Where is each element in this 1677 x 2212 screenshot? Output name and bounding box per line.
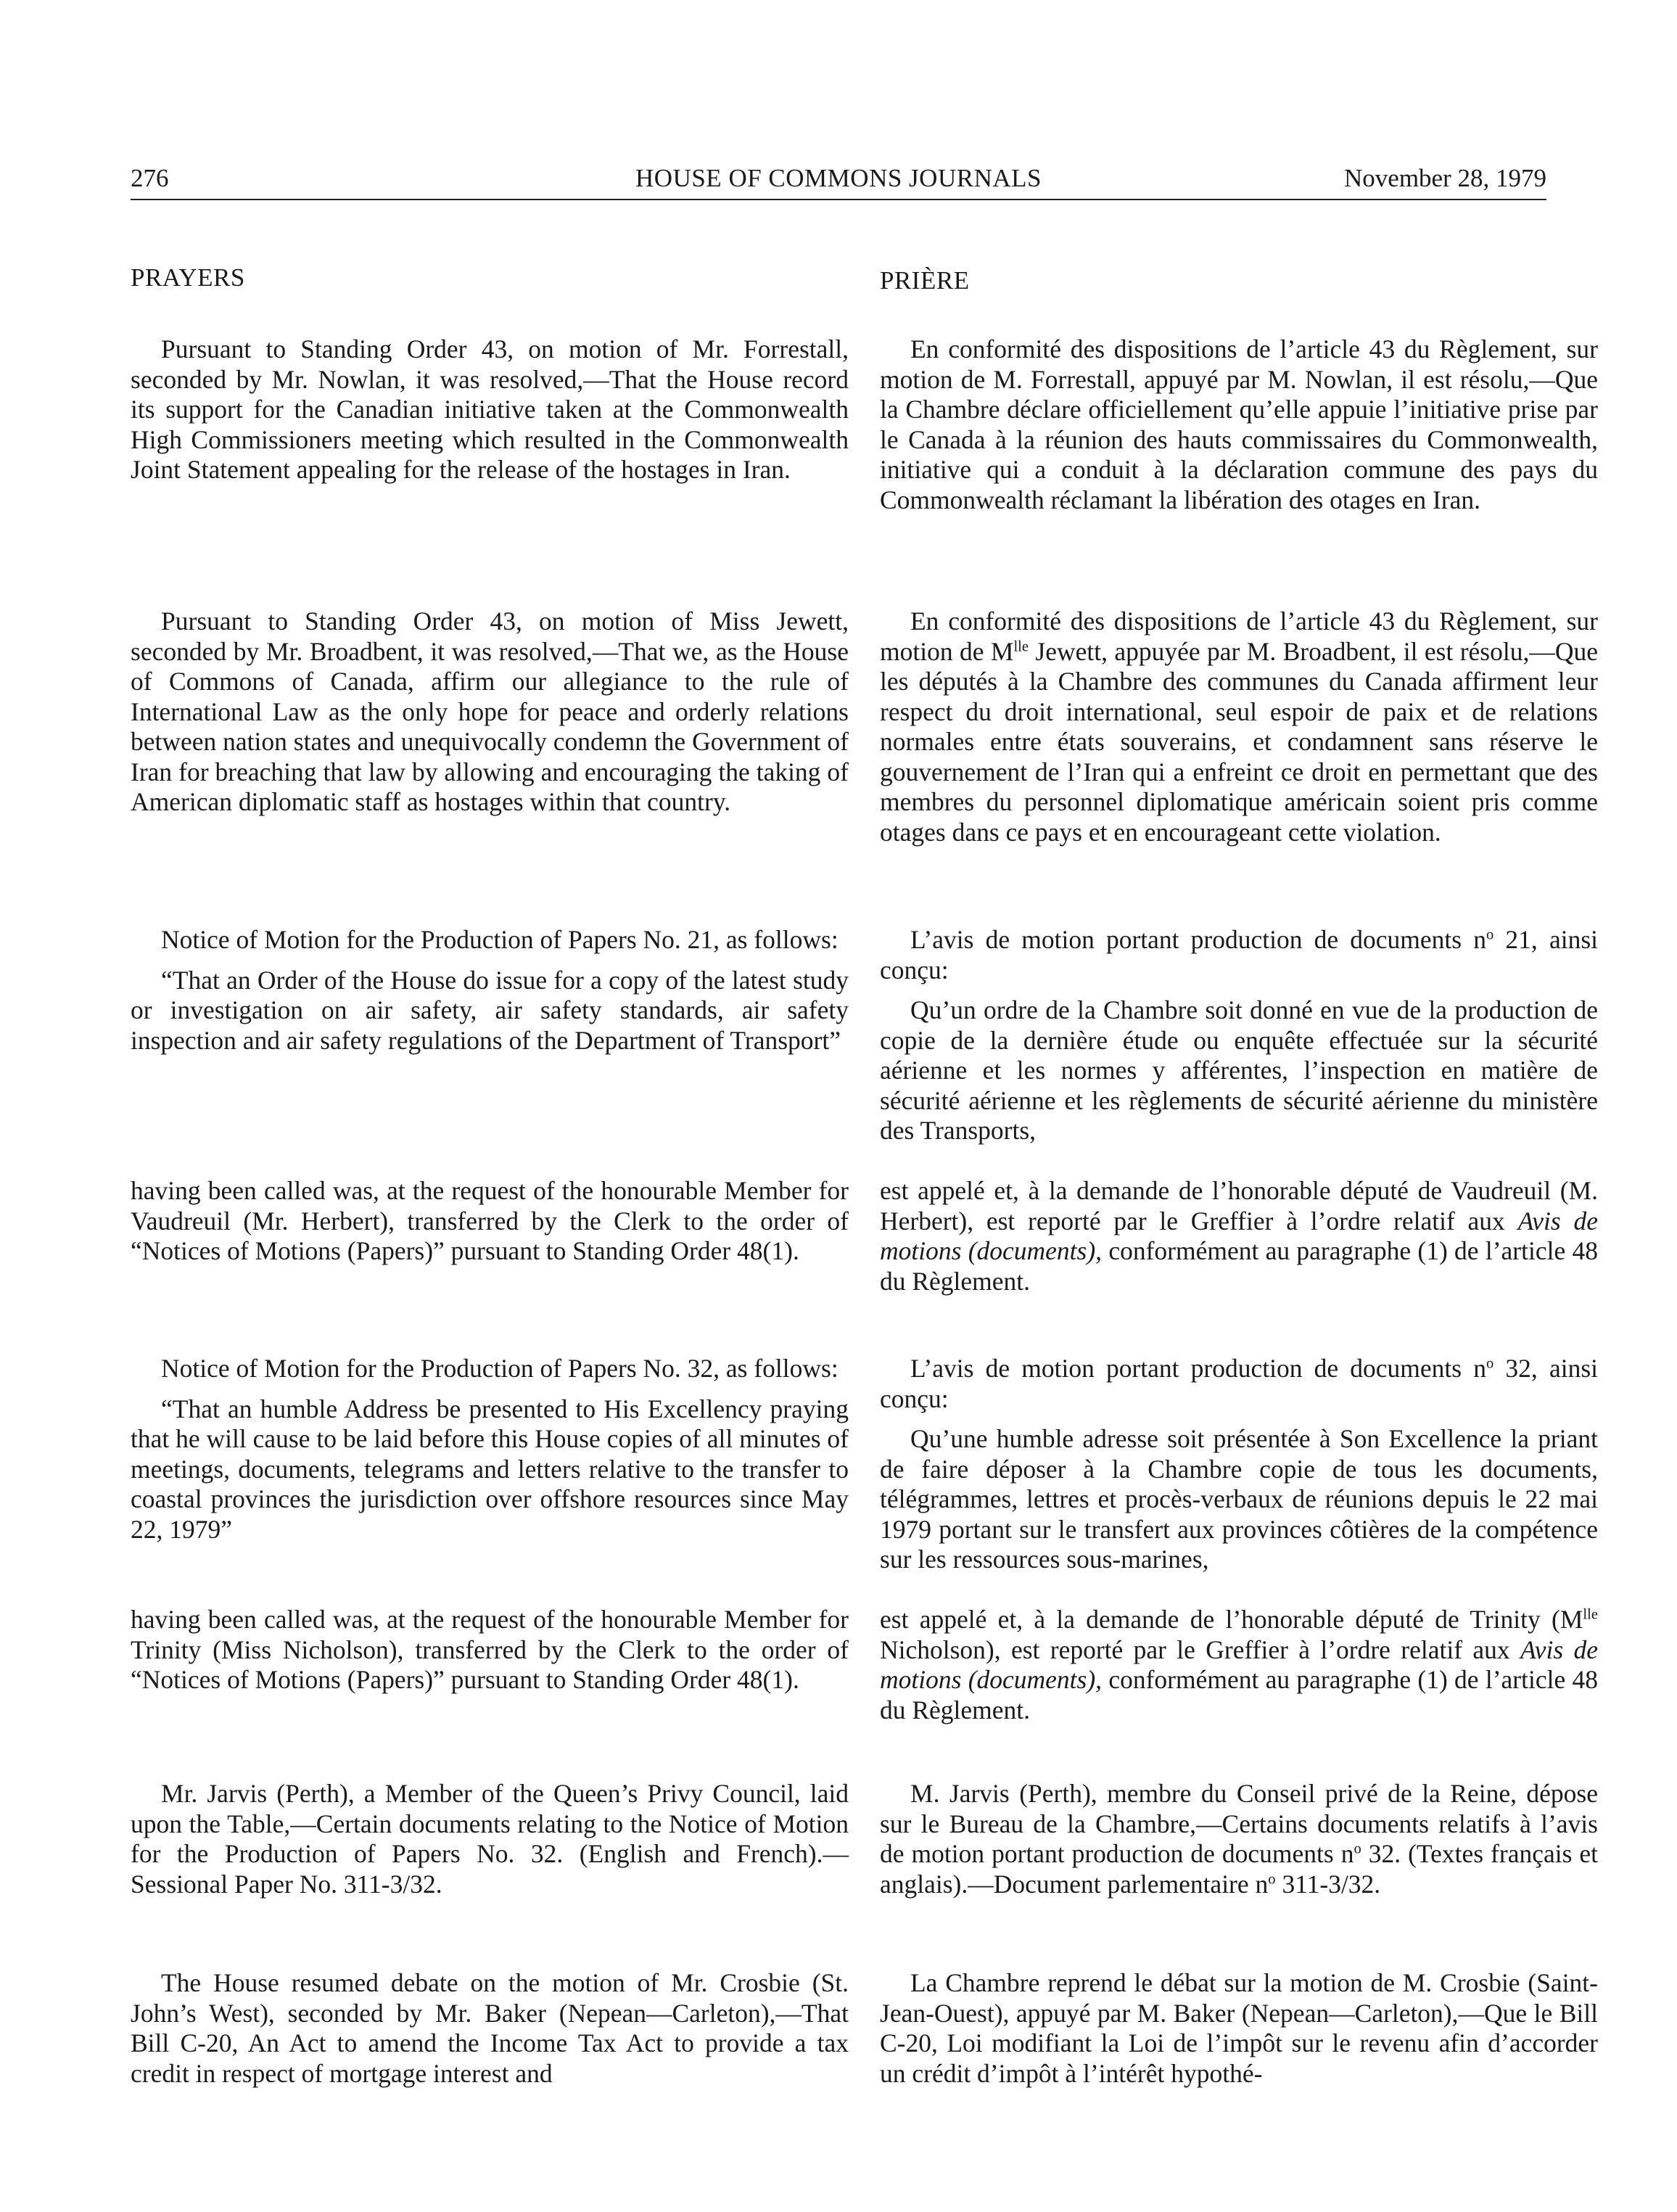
paragraph: est appelé et, à la demande de l’honorable député de Trinity ($M^{lle}$ Nicholson), est reporté par le Greffier à l’ordre relatif aux Avis de motions (documents), conformément au paragraphe (1) de l’article 48 du Règlement.	[880, 1605, 1598, 1724]
priere-heading: PRIÈRE	[880, 266, 970, 295]
notice-quote: Qu’une humble adresse soit présentée à Son Excellence la priant de faire déposer à la Chambre copie de tous les documents, télégrammes, lettres et procès-verbaux de réunions depuis le 22 mai 1979 portant sur le transfert aux provinces côtières de la compétence sur les ressources sous-marines,	[880, 1424, 1598, 1574]
paragraph: est appelé et, à la demande de l’honorable député de Vaudreuil (M. Herbert), est reporté par le Greffier à l’ordre relatif aux Avis de motions (documents), conformément au paragraphe (1) de l’article 48 du Règlement.	[880, 1176, 1599, 1296]
page-number: 276	[131, 164, 169, 192]
notice-intro: Notice of Motion for the Production of Papers No. 32, as follows:	[161, 1354, 838, 1383]
notice-32-fr	[880, 1354, 1598, 1575]
paragraph: having been called was, at the request of the honourable Member for Vaudreuil (Mr. Herbert), transferred by the Clerk to the order of “Notices of Motions (Papers)” pursuant to Standing Order 48(1).	[131, 1176, 849, 1265]
journal-date: November 28, 1979	[1344, 164, 1546, 192]
paragraph: having been called was, at the request of the honourable Member for Trinity (Miss Nicholson), transferred by the Clerk to the order of “Notices of Motions (Papers)” pursuant to Standing Order 48(1).	[131, 1605, 849, 1694]
journal-title: HOUSE OF COMMONS JOURNALS	[635, 164, 1042, 192]
jarvis-tabled-fr	[880, 1779, 1598, 1899]
page-header	[131, 161, 1546, 200]
notice-32-transfer-en	[131, 1605, 849, 1695]
paragraph: Mr. Jarvis (Perth), a Member of the Queen’s Privy Council, laid upon the Table,—Certain documents relating to the Notice of Motion for the Production of Papers No. 32. (English and French).—Sessional Paper No. 311-3/32.	[131, 1779, 849, 1899]
paragraph: Pursuant to Standing Order 43, on motion of Miss Jewett, seconded by Mr. Broadbent, it was resolved,—That we, as the House of Commons of Canada, affirm our allegiance to the rule of International Law as the only hope for peace and orderly relations between nation states and unequivocally condemn the Government of Iran for breaching that law by allowing and encouraging the taking of American diplomatic staff as hostages within that country.	[131, 607, 849, 816]
notice-21-transfer-fr	[880, 1176, 1598, 1296]
debate-resumed-fr	[880, 1968, 1598, 2089]
jarvis-tabled-en	[131, 1779, 849, 1899]
notice-quote: “That an humble Address be presented to His Excellency praying that he will cause to be laid before this House copies of all minutes of meetings, documents, telegrams and letters relative to the transfer to coastal provinces the jurisdiction over offshore resources since May 22, 1979”	[131, 1394, 849, 1544]
jewett-motion-fr	[880, 607, 1598, 847]
notice-intro: L’avis de motion portant production de documents $n^o$ 21, ainsi conçu:	[880, 925, 1598, 984]
hostages-motion-en	[131, 334, 849, 485]
paragraph: En conformité des dispositions de l’article 43 du Règlement, sur motion de M. Forrestall, appuyé par M. Nowlan, il est résolu,—Que la Chambre déclare officiellement qu’elle appuie l’initiative prise par le Canada à la réunion des hauts commissaires du Commonwealth, initiative qui a conduit à la déclaration commune des pays du Commonwealth réclamant la libération des otages en Iran.	[880, 334, 1598, 514]
prayers-heading: PRAYERS	[131, 263, 245, 292]
hostages-motion-fr	[880, 334, 1598, 515]
notice-quote: “That an Order of the House do issue for a copy of the latest study or investigation on air safety, air safety standards, air safety inspection and air safety regulations of the Department of Transport”	[131, 965, 849, 1055]
jewett-motion-en	[131, 607, 849, 818]
notice-intro: L’avis de motion portant production de documents $n^o$ 32, ainsi conçu:	[880, 1354, 1598, 1413]
debate-resumed-en	[131, 1968, 849, 2089]
notice-21-transfer-en	[131, 1176, 849, 1267]
paragraph: Pursuant to Standing Order 43, on motion of Mr. Forrestall, seconded by Mr. Nowlan, it was resolved,—That the House record its support for the Canadian initiative taken at the Commonwealth High Commissioners meeting which resulted in the Commonwealth Joint Statement appealing for the release of the hostages in Iran.	[131, 334, 849, 484]
notice-intro: Notice of Motion for the Production of Papers No. 21, as follows:	[161, 925, 838, 954]
paragraph: M. Jarvis (Perth), membre du Conseil privé de la Reine, dépose sur le Bureau de la Chambre,—Certains documents relatifs à l’avis de motion portant production de documents $n^o$ 32. (Textes français et anglais).—Document parlementaire $n^o$ 311-3/32.	[880, 1779, 1599, 1899]
notice-quote: Qu’un ordre de la Chambre soit donné en vue de la production de copie de la dernière étude ou enquête effectuée sur la sécurité aérienne et les normes y afférentes, l’inspection en matière de sécurité aérienne et les règlements de sécurité aérienne du ministère des Transports,	[880, 995, 1598, 1145]
paragraph: La Chambre reprend le débat sur la motion de M. Crosbie (Saint-Jean-Ouest), appuyé par M. Baker (Nepean—Carleton),—Que le Bill C-20, Loi modifiant la Loi de l’impôt sur le revenu afin d’accorder un crédit d’impôt à l’intérêt hypothé-	[880, 1968, 1598, 2088]
notice-32-en	[131, 1354, 849, 1545]
paragraph: The House resumed debate on the motion of Mr. Crosbie (St. John’s West), seconded by Mr. Baker (Nepean—Carleton),—That Bill C-20, An Act to amend the Income Tax Act to provide a tax credit in respect of mortgage interest and	[131, 1968, 849, 2088]
notice-21-fr	[880, 925, 1598, 1146]
paragraph: En conformité des dispositions de l’article 43 du Règlement, sur motion de $M^{lle}$ Jewett, appuyée par M. Broadbent, il est résolu,—Que les députés à la Chambre des communes du Canada affirment leur respect du droit international, seul espoir de paix et de relations normales entre états souverains, et condamnent sans réserve le gouvernement de l’Iran qui a enfreint ce droit en permettant que des membres du personnel diplomatique américain soient pris comme otages dans ce pays et en encourageant cette violation.	[880, 607, 1598, 847]
notice-21-en	[131, 925, 849, 1056]
notice-32-transfer-fr	[880, 1605, 1598, 1725]
